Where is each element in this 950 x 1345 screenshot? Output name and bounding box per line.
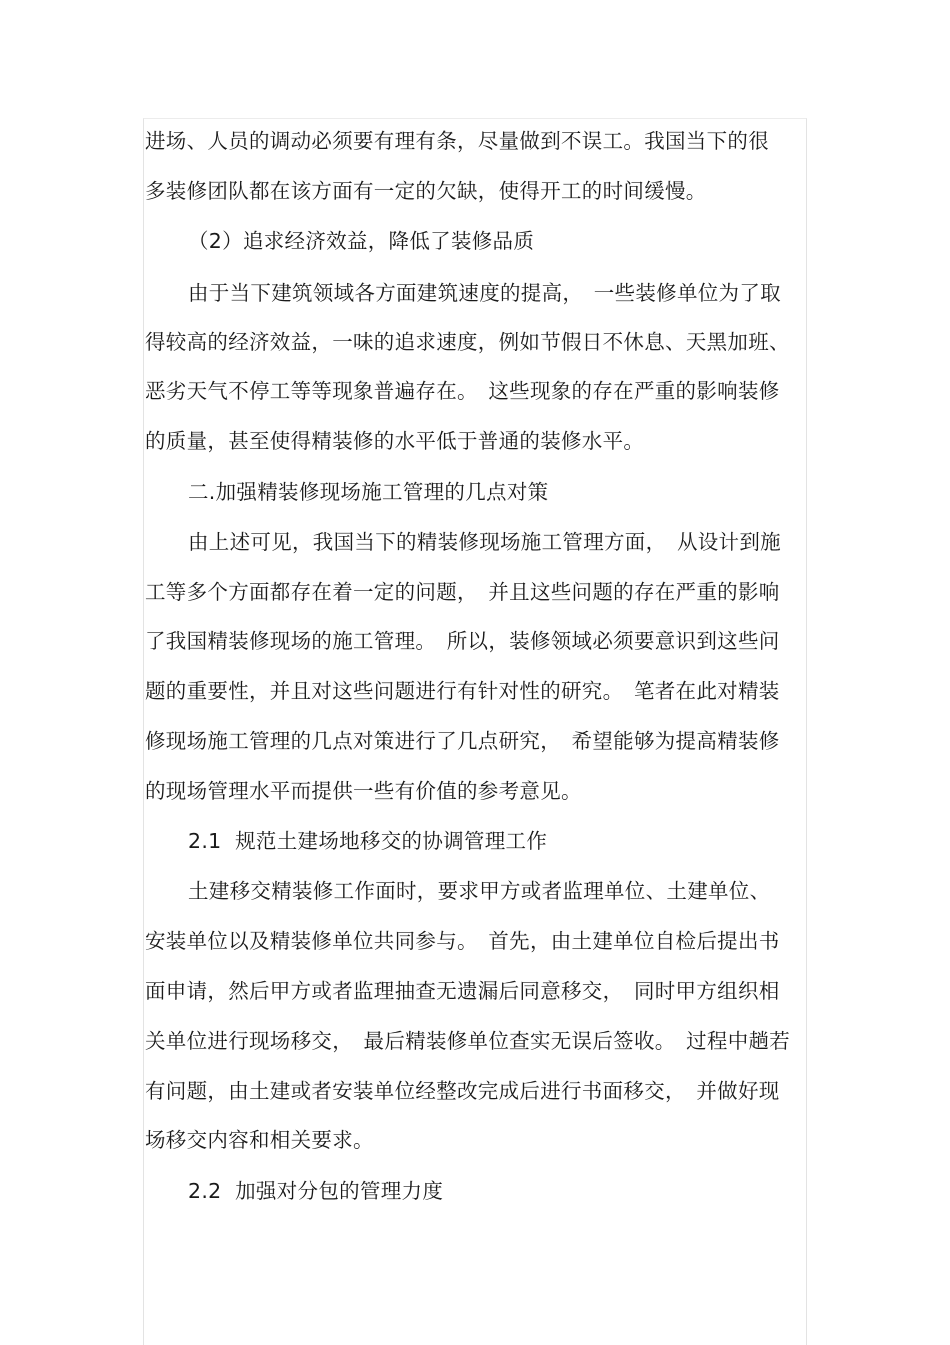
body-text-line: 面申请，然后甲方或者监理抽查无遗漏后同意移交， 同时甲方组织相 <box>145 979 780 1003</box>
section-heading: 2.1 规范土建场地移交的协调管理工作 <box>188 829 548 853</box>
body-text-line: 多装修团队都在该方面有一定的欠缺，使得开工的时间缓慢。 <box>145 179 707 203</box>
section-heading: （2）追求经济效益，降低了装修品质 <box>188 229 535 253</box>
body-text-line: 的质量，甚至使得精装修的水平低于普通的装修水平。 <box>145 429 645 453</box>
body-text-line: 土建移交精装修工作面时，要求甲方或者监理单位、土建单位、 <box>188 879 771 903</box>
body-text-line: 进场、人员的调动必须要有理有条，尽量做到不误工。我国当下的很 <box>145 129 769 153</box>
body-text-line: 由于当下建筑领域各方面建筑速度的提高， 一些装修单位为了取 <box>188 281 781 305</box>
body-text-line: 有问题，由土建或者安装单位经整改完成后进行书面移交， 并做好现 <box>145 1079 780 1103</box>
section-heading: 2.2 加强对分包的管理力度 <box>188 1179 444 1203</box>
body-text-line: 工等多个方面都存在着一定的问题， 并且这些问题的存在严重的影响 <box>145 580 780 604</box>
body-text-line: 得较高的经济效益，一味的追求速度，例如节假日不休息、天黑加班、 <box>145 330 790 354</box>
body-text-line: 题的重要性，并且对这些问题进行有针对性的研究。 笔者在此对精装 <box>145 679 780 703</box>
body-text-line: 安装单位以及精装修单位共同参与。 首先，由土建单位自检后提出书 <box>145 929 780 953</box>
body-text-line: 的现场管理水平而提供一些有价值的参考意见。 <box>145 779 582 803</box>
body-text-line: 由上述可见，我国当下的精装修现场施工管理方面， 从设计到施 <box>188 530 781 554</box>
body-text-line: 关单位进行现场移交， 最后精装修单位查实无误后签收。 过程中趟若 <box>145 1029 791 1053</box>
body-text-line: 修现场施工管理的几点对策进行了几点研究， 希望能够为提高精装修 <box>145 729 780 753</box>
body-text-line: 了我国精装修现场的施工管理。 所以，装修领域必须要意识到这些问 <box>145 629 780 653</box>
body-text-line: 场移交内容和相关要求。 <box>145 1128 374 1152</box>
body-text-line: 恶劣天气不停工等等现象普遍存在。 这些现象的存在严重的影响装修 <box>145 379 780 403</box>
section-heading: 二.加强精装修现场施工管理的几点对策 <box>188 480 549 504</box>
